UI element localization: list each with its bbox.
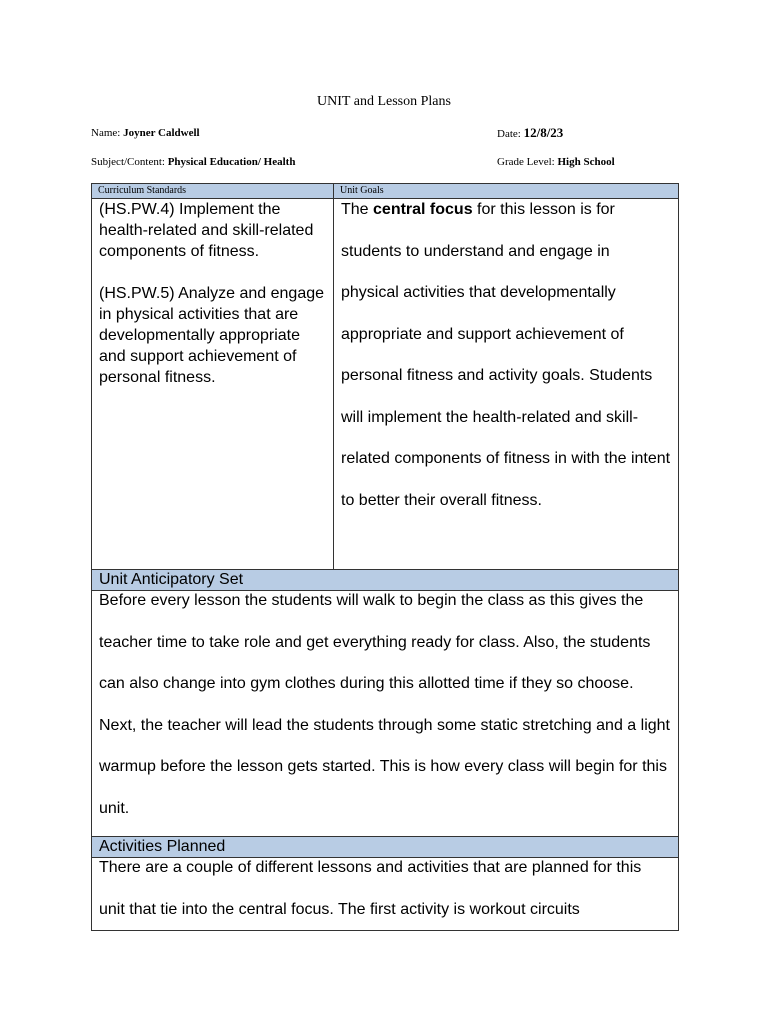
activities-planned-text: There are a couple of different lessons and activities that are planned for this unit that tie into the central focus. The first activity is workout circuits (99, 859, 642, 918)
unit-goals-cell (334, 199, 679, 570)
unit-goals-text (341, 189, 671, 521)
anticipatory-set-header: Unit Anticipatory Set (92, 570, 679, 591)
grade-label: Grade Level: (497, 156, 555, 168)
name-row (91, 127, 200, 139)
grade-value: High School (557, 156, 615, 168)
date-value: 12/8/23 (523, 125, 564, 140)
goals-intro: The (341, 201, 374, 218)
unit-goals-header: Unit Goals (334, 184, 679, 199)
curriculum-standards-cell (92, 199, 334, 570)
subject-label: Subject/Content: (91, 156, 165, 168)
subject-row (91, 156, 295, 168)
document-title: UNIT and Lesson Plans (317, 94, 451, 109)
activities-planned-header: Activities Planned (92, 837, 679, 858)
lesson-plan-table (91, 183, 679, 931)
subject-value: Physical Education/ Health (167, 156, 296, 168)
standard-hs-pw-5: (HS.PW.5) Analyze and engage in physical activities that are developmentally appropriate and support achievement of personal fitness. (99, 285, 325, 386)
goals-rest: for this lesson is for students to understand and engage in physical activities that developmentally appropriate and support achievement of personal fitness and activity goals. Students will implement the health-related and skill-related components of fitness in with the intent to better their overall fitness. (341, 201, 671, 509)
date-label: Date: (497, 128, 521, 140)
anticipatory-set-cell (92, 591, 679, 837)
activities-planned-cell (92, 858, 679, 931)
grade-row (497, 156, 615, 168)
date-row (497, 125, 563, 141)
standard-hs-pw-4: (HS.PW.4) Implement the health-related and skill-related components of fitness. (99, 201, 314, 260)
goals-central-focus: central focus (373, 201, 473, 218)
name-label: Name: (91, 127, 121, 139)
curriculum-standards-header: Curriculum Standards (92, 184, 334, 199)
anticipatory-set-text: Before every lesson the students will walk to begin the class as this gives the teacher time to take role and get everything ready for class. Also, the students can also change into gym clothes during this allotted time if they so choose. Next, the teacher will lead the students through some static stretching and a light warmup before the lesson gets started. This is how every class will begin for this unit. (99, 592, 670, 817)
name-value: Joyner Caldwell (123, 127, 200, 139)
